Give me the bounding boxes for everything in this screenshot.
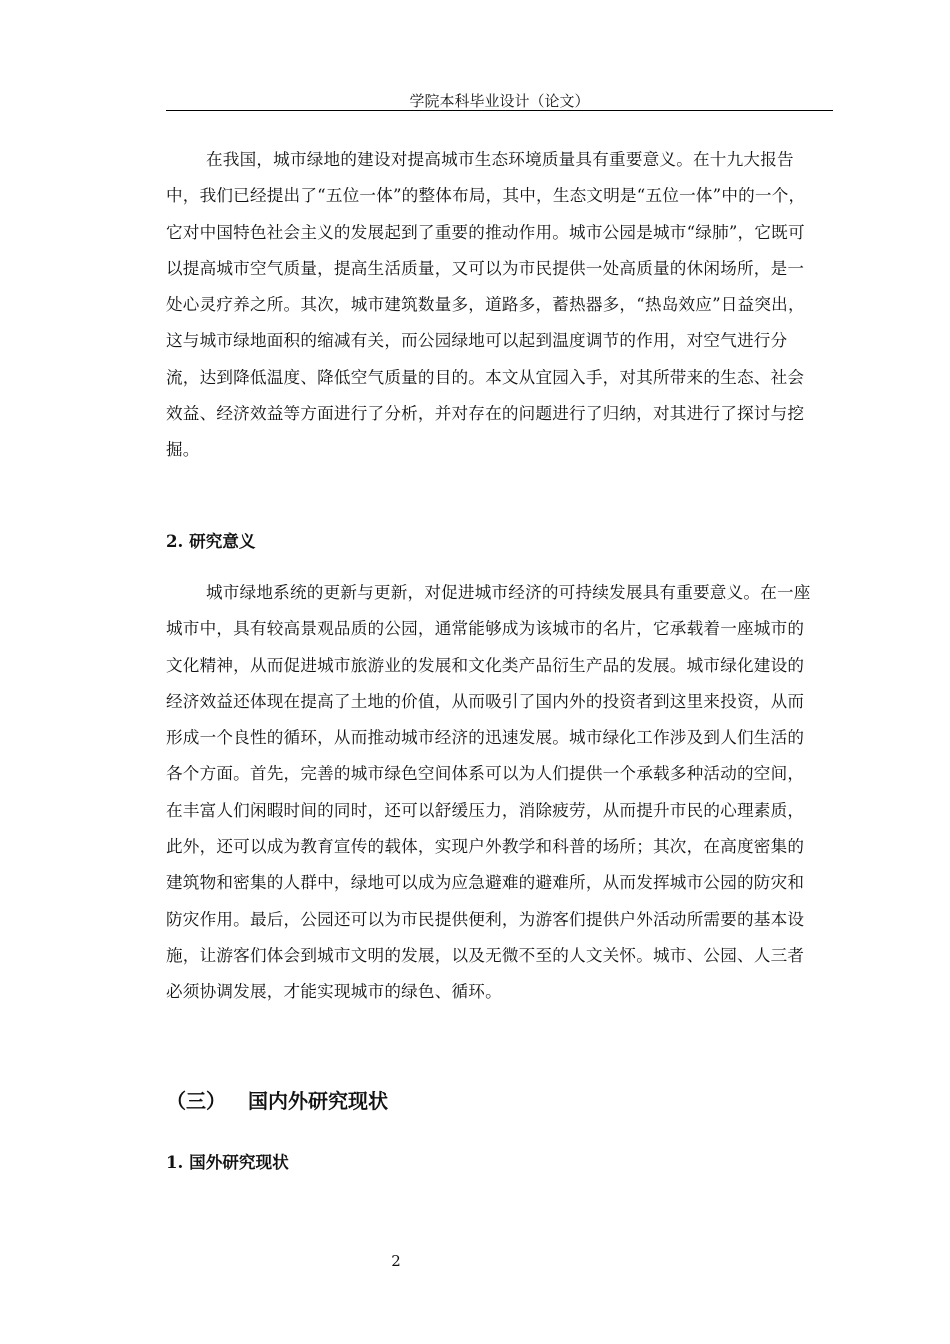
body-paragraph-research-meaning: 城市绿地系统的更新与更新，对促进城市经济的可持续发展具有重要意义。在一座城市中，具有较高景观品质的公园，通常能够成为该城市的名片，它承载着一座城市的文化精神，从而促进城市旅游业的发展和文化类产品衍生产品的发展。城市绿化建设的经济效益还体现在提高了土地的价值，从而吸引了国内外的投资者到这里来投资，从而形成一个良性的循环，从而推动城市经济的迅速发展。城市绿化工作涉及到人们生活的各个方面。首先，完善的城市绿色空间体系可以为人们提供一个承载多种活动的空间，在丰富人们闲暇时间的同时，还可以舒缓压力，消除疲劳，从而提升市民的心理素质，此外，还可以成为教育宣传的载体，实现户外教学和科普的场所；其次，在高度密集的建筑物和密集的人群中，绿地可以成为应急避难的避难所，从而发挥城市公园的防灾和防灾作用。最后，公园还可以为市民提供便利，为游客们提供户外活动所需要的基本设施，让游客们体会到城市文明的发展，以及无微不至的人文关怀。城市、公园、人三者必须协调发展，才能实现城市的绿色、循环。 (166, 583, 811, 1002)
page-number: 2 (391, 1252, 401, 1270)
body-paragraph-intro: 在我国，城市绿地的建设对提高城市生态环境质量具有重要意义。在十九大报告中，我们已经提出了“五位一体”的整体布局，其中，生态文明是“五位一体”中的一个，它对中国特色社会主义的发展起到了重要的推动作用。城市公园是城市“绿肺”，它既可以提高城市空气质量，提高生活质量，又可以为市民提供一处高质量的休闲场所，是一处心灵疗养之所。其次，城市建筑数量多，道路多，蓄热器多，“热岛效应”日益突出，这与城市绿地面积的缩减有关，而公园绿地可以起到温度调节的作用，对空气进行分流，达到降低温度、降低空气质量的目的。本文从宜园入手，对其所带来的生态、社会效益、经济效益等方面进行了分析，并对存在的问题进行了归纳，对其进行了探讨与挖掘。 (166, 150, 806, 460)
section-heading-number: （三） (166, 1089, 226, 1113)
subheading-research-meaning: 2. 研究意义 (166, 531, 256, 551)
section-heading-text: 国内外研究现状 (248, 1089, 388, 1113)
subheading-foreign-research: 1. 国外研究现状 (166, 1152, 289, 1172)
header-divider (166, 110, 833, 111)
page-header-title: 学院本科毕业设计（论文） (409, 92, 590, 110)
section-heading-research-status (166, 1087, 388, 1115)
